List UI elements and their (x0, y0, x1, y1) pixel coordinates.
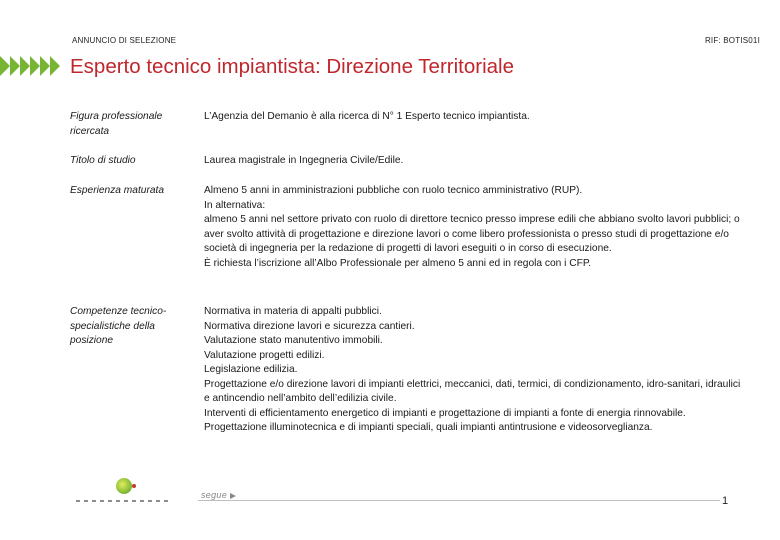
decorative-arrow-icon (10, 56, 20, 76)
decorative-arrow-icon (30, 56, 40, 76)
section-label: Esperienza maturata (70, 185, 165, 196)
section-content (204, 154, 744, 169)
logo-dot-icon (132, 484, 136, 488)
continue-label: segue (201, 490, 228, 500)
section-content (204, 305, 744, 436)
content-line: Valutazione progetti edilizi. (204, 349, 325, 361)
content-line: almeno 5 anni nel settore privato con ruolo di direttore tecnico presso imprese edili che abbiano svolto lavori pubblici; o aver svolto attività di progettazione e direzione lavori o come libero professionista o presso studi di progettazione e/o società di ingegneria per la redazione di progetti di lavori eseguiti o in corso di esecuzione. (204, 214, 740, 254)
decorative-arrow-icon (50, 56, 60, 76)
content-line: L’Agenzia del Demanio è alla ricerca di N° 1 Esperto tecnico impiantista. (204, 111, 530, 122)
footer-divider (198, 500, 720, 501)
content-line: Progettazione e/o direzione lavori di impianti elettrici, meccanici, dati, termici, di condizionamento, idro-sanitari, idraulici e antincendio nell’ambito dell’edilizia civile. (204, 378, 741, 404)
content-line: Legislazione edilizia. (204, 364, 298, 375)
section-content (204, 184, 744, 271)
section-label: Titolo di studio (70, 155, 136, 166)
content-line: Almeno 5 anni in amministrazioni pubbliche con ruolo tecnico amministrativo (RUP). (204, 185, 583, 196)
continue-indicator (201, 490, 236, 500)
logo-wordmark (76, 500, 172, 502)
content-line: Normativa direzione lavori e sicurezza cantieri. (204, 320, 415, 332)
decorative-arrow-icon (20, 56, 30, 76)
header-right-reference: RIF: BOTIS01I (704, 36, 760, 45)
continue-arrow-icon (230, 493, 236, 499)
section-content (204, 110, 744, 125)
content-line: Interventi di efficientamento energetico di impianti e progettazione di impianti a fonte di energia rinnovabile. (204, 407, 686, 419)
decorative-arrow-icon (0, 56, 10, 76)
decorative-arrow-icon (40, 56, 50, 76)
content-line: Normativa in materia di appalti pubblici. (204, 306, 382, 317)
content-line: È richiesta l’iscrizione all’Albo Professionale per almeno 5 anni ed in regola con i CFP. (204, 257, 592, 269)
content-line: Progettazione illuminotecnica e di impianti speciali, quali impianti antintrusione e videosorveglianza. (204, 422, 653, 433)
section-label: Figura professionale ricercata (70, 111, 163, 137)
page-title: Esperto tecnico impiantista: Direzione Territoriale (70, 55, 514, 78)
logo-globe-icon (116, 478, 132, 494)
header-left-label: ANNUNCIO DI SELEZIONE (72, 36, 177, 45)
agency-logo (76, 478, 186, 514)
page-number: 1 (722, 495, 729, 507)
content-line: Laurea magistrale in Ingegneria Civile/Edile. (204, 155, 404, 166)
content-line: In alternativa: (204, 199, 266, 211)
content-line: Valutazione stato manutentivo immobili. (204, 335, 383, 346)
section-label: Competenze tecnico-specialistiche della posizione (70, 306, 167, 346)
